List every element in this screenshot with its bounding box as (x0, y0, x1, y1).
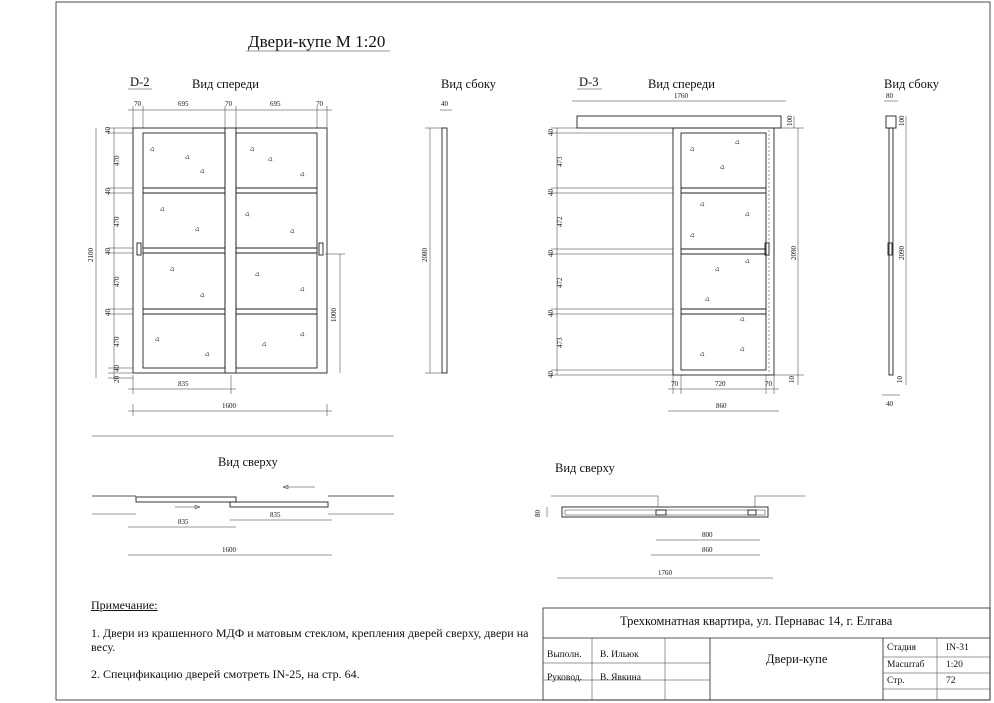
stamp-project: Трехкомнатная квартира, ул. Пернавас 14, г. Елгава (620, 614, 893, 628)
d3-dim-bottom-3: 70 (765, 380, 772, 388)
d3-top-dim-depth: 80 (534, 510, 542, 517)
stamp-stage-label: Стадия (887, 643, 916, 653)
d3-dim-h-9: 40 (547, 371, 555, 378)
d3-front-view-label: Вид спереди (648, 77, 715, 91)
d2-dim-h-6: 470 (113, 276, 121, 287)
d3-dim-side-width: 40 (886, 400, 893, 408)
d2-front-view-label: Вид спереди (192, 77, 259, 91)
stamp-page-label: Стр. (887, 676, 905, 686)
d3-front-door (673, 128, 774, 375)
d3-top-view-label: Вид сверху (555, 461, 615, 475)
d2-left-dimensions (87, 127, 133, 384)
d3-rail (572, 92, 794, 128)
stamp-scale-label: Масштаб (887, 660, 925, 670)
d2-top-dimensions (128, 100, 332, 128)
d2-bottom-dimensions (128, 375, 332, 416)
d2-dim-h-3: 40 (104, 188, 112, 195)
d3-side-view (882, 92, 906, 408)
d3-bottom-dimensions (668, 375, 779, 411)
d2-dim-h-10: 40 (113, 365, 121, 372)
d2-label: D-2 (130, 75, 150, 89)
d2-dim-handle: 1000 (330, 308, 338, 322)
d2-side-view-label: Вид сбоку (441, 77, 496, 91)
d2-dim-h-2: 470 (113, 155, 121, 166)
d3-dim-h-1: 40 (547, 129, 555, 136)
d3-dim-side-height: 2090 (898, 246, 906, 260)
d3-dim-h-3: 40 (547, 189, 555, 196)
d3-dim-side-rail: 100 (898, 115, 906, 126)
note-1: 1. Двери из крашенного МДФ и матовым стеклом, крепления дверей сверху, двери на весу. (91, 626, 529, 654)
d3-dim-h-2: 473 (556, 156, 564, 167)
d2-dim-top-5: 70 (316, 100, 323, 108)
d2-dim-h-1: 40 (104, 127, 112, 134)
d2-dim-h-9: 20 (113, 376, 121, 383)
stamp-page: 72 (946, 676, 956, 686)
d3-right-dimensions (774, 128, 804, 385)
d2-dim-panel-width: 835 (178, 380, 189, 388)
d3-top-dim-opening: 800 (702, 531, 713, 539)
sheet-title: Двери-купе М 1:20 (248, 32, 386, 51)
d3-label: D-3 (579, 75, 599, 89)
stamp-name-1: В. Ильюк (600, 650, 639, 660)
d2-dim-side-height: 2080 (421, 248, 429, 262)
d2-side-view (421, 100, 452, 373)
d3-top-view (534, 496, 805, 578)
d3-dim-door-width: 860 (716, 402, 727, 410)
d2-top-dim-panel2: 835 (270, 511, 281, 519)
d3-dim-rail-width: 1760 (674, 92, 688, 100)
stamp-role-1: Выполн. (547, 650, 582, 660)
d3-side-view-label: Вид сбоку (884, 77, 939, 91)
stamp-name-2: В. Явкина (600, 673, 641, 683)
d3-dim-h-8: 473 (556, 337, 564, 348)
d2-front-door (133, 128, 327, 373)
d3-top-dim-door: 860 (702, 546, 713, 554)
d2-top-dim-panel: 835 (178, 518, 189, 526)
notes-heading: Примечание: (91, 598, 158, 612)
d2-dim-h-5: 40 (104, 248, 112, 255)
d3-dim-bottom-gap: 10 (788, 376, 796, 383)
stamp-stage: IN-31 (946, 643, 969, 653)
d3-dim-h-4: 472 (556, 216, 564, 227)
d3-dim-side-bottom: 10 (896, 376, 904, 383)
d2-dim-total-width: 1600 (222, 402, 236, 410)
d2-dim-top-4: 695 (270, 100, 281, 108)
d2-dim-h-8: 470 (113, 336, 121, 347)
d3-dim-h-5: 40 (547, 250, 555, 257)
stamp-scale: 1:20 (946, 660, 963, 670)
d3-dim-door-height: 2090 (790, 246, 798, 260)
d3-left-dimensions (547, 128, 673, 378)
d3-top-dim-rail: 1760 (658, 569, 672, 577)
d2-top-dim-total: 1600 (222, 546, 236, 554)
sheet-frame (56, 2, 990, 700)
d2-dim-top-3: 70 (225, 100, 232, 108)
d3-dim-rail-height: 100 (786, 115, 794, 126)
d3-dim-h-7: 40 (547, 310, 555, 317)
d2-dim-total-height: 2100 (87, 248, 95, 262)
d2-dim-h-7: 40 (104, 309, 112, 316)
d2-dim-side-width: 40 (441, 100, 448, 108)
d3-dim-h-6: 472 (556, 277, 564, 288)
d2-dim-top-1: 70 (134, 100, 141, 108)
d2-top-view-label: Вид сверху (218, 455, 278, 469)
d3-dim-bottom-2: 720 (715, 380, 726, 388)
d2-dim-top-2: 695 (178, 100, 189, 108)
stamp-drawing-name: Двери-купе (766, 652, 828, 666)
d2-top-view (92, 485, 394, 555)
note-2: 2. Спецификацию дверей смотреть IN-25, на стр. 64. (91, 667, 360, 681)
stamp-role-2: Руковод. (547, 673, 583, 683)
d2-dim-h-4: 470 (113, 216, 121, 227)
d3-dim-side-top: 80 (886, 92, 893, 100)
d3-dim-bottom-1: 70 (671, 380, 678, 388)
d2-handle-dimension (325, 254, 345, 373)
